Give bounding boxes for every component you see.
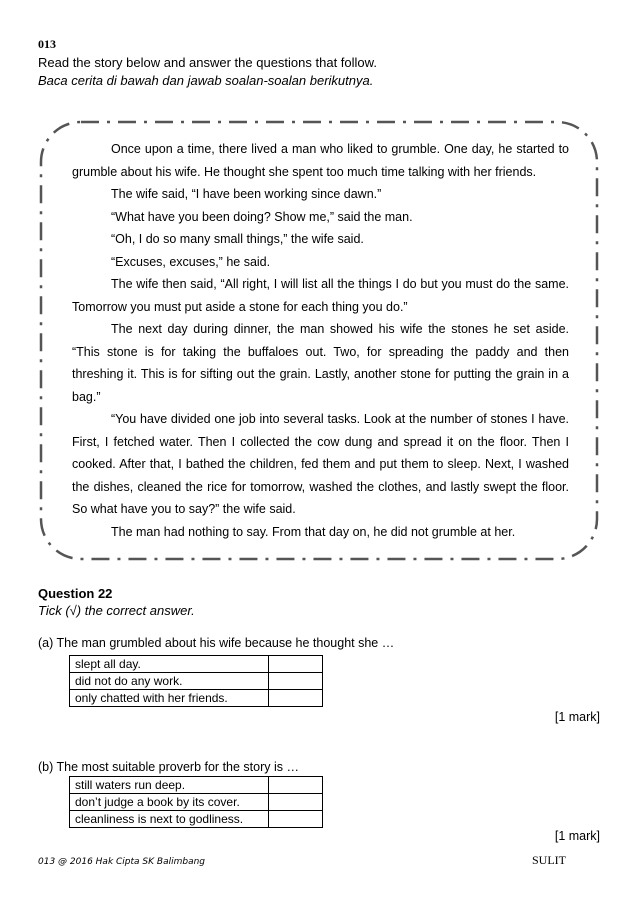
instruction-malay: Baca cerita di bawah dan jawab soalan-soalan berikutnya. [38, 73, 374, 88]
question-a-mark: [1 mark] [554, 710, 600, 724]
instruction-english: Read the story below and answer the questions that follow. [38, 55, 377, 70]
option-text: slept all day. [70, 656, 269, 673]
tick-box[interactable] [269, 811, 323, 828]
story-paragraph: The man had nothing to say. From that day on, he did not grumble at her. [111, 524, 516, 539]
footer-copyright: 013 @ 2016 Hak Cipta SK Balimbang [38, 857, 206, 867]
story-paragraph: The next day during dinner, the man showed his wife the stones he set aside. “This stone is for taking the buffaloes out. Two, for spreading the paddy and then threshing it. This is for sifting out the grain. Lastly, another stone for putting the grain in a bag.” [72, 322, 569, 404]
story-paragraph: “Oh, I do so many small things,” the wife said. [111, 232, 364, 246]
story-paragraph: The wife then said, “All right, I will list all the things I do but you must do the same. Tomorrow you must put aside a stone for each thing you do.” [72, 277, 569, 314]
option-row [70, 794, 323, 811]
option-text: cleanliness is next to godliness. [70, 811, 269, 828]
tick-box[interactable] [269, 794, 323, 811]
option-text: still waters run deep. [70, 777, 269, 794]
story-paragraph: The wife said, “I have been working since dawn.” [111, 187, 382, 201]
option-row [70, 811, 323, 828]
tick-box[interactable] [269, 673, 323, 690]
story-text [72, 138, 569, 543]
story-paragraph: “Excuses, excuses,” he said. [111, 254, 271, 269]
footer-classification: SULIT [532, 853, 566, 867]
option-row [70, 656, 323, 673]
question-a-options [69, 655, 323, 707]
question-b-options [69, 776, 323, 828]
option-text: don’t judge a book by its cover. [70, 794, 269, 811]
option-row [70, 690, 323, 707]
option-row [70, 673, 323, 690]
question-title: Question 22 [38, 586, 113, 601]
tick-box[interactable] [269, 777, 323, 794]
question-b-stem: (b) The most suitable proverb for the story is … [38, 760, 299, 774]
option-text: did not do any work. [70, 673, 269, 690]
story-paragraph: “What have you been doing? Show me,” said the man. [111, 209, 413, 224]
question-a-stem: (a) The man grumbled about his wife because he thought she … [38, 636, 395, 650]
tick-box[interactable] [269, 690, 323, 707]
question-b-mark: [1 mark] [554, 829, 600, 843]
story-paragraph: Once upon a time, there lived a man who liked to grumble. One day, he started to grumble about his wife. He thought she spent too much time talking with her friends. [72, 142, 569, 179]
option-row [70, 777, 323, 794]
story-paragraph: “You have divided one job into several tasks. Look at the number of stones I have. First, I fetched water. Then I collected the cow dung and spread it on the floor. Then I cooked. After that, I bathed the children, fed them and put them to sleep. Next, I washed the dishes, cleaned the rice for tomorrow, washed the clothes, and lastly swept the floor. So what have you to say?” the wife said. [72, 412, 569, 516]
question-instruction: Tick (√) the correct answer. [38, 603, 195, 618]
question-code: 013 [38, 37, 56, 51]
option-text: only chatted with her friends. [70, 690, 269, 707]
tick-box[interactable] [269, 656, 323, 673]
